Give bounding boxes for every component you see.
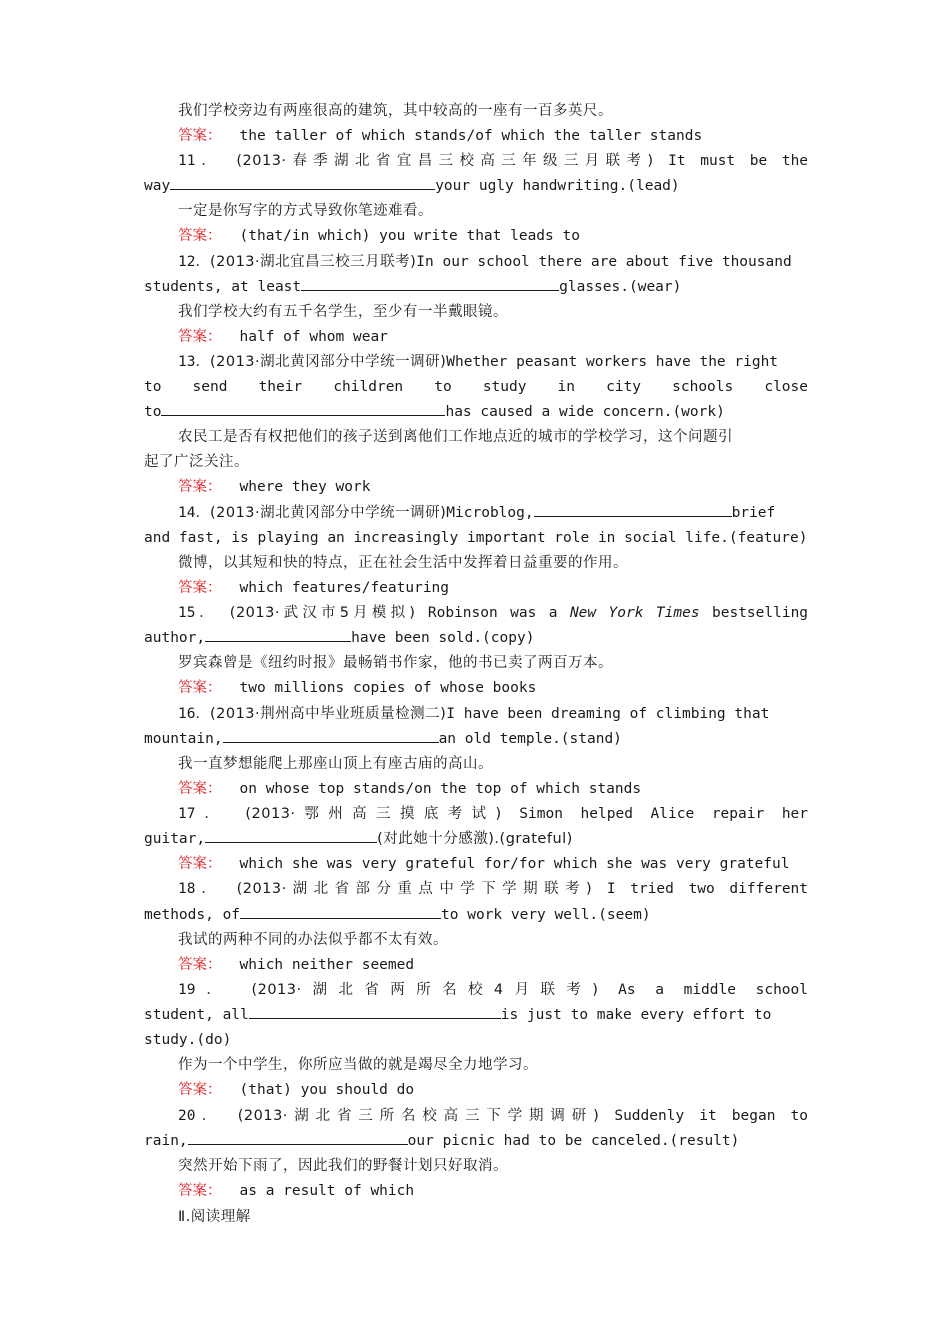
question-text: mountain, xyxy=(144,731,223,747)
question-number: 17． xyxy=(178,806,228,822)
question-source: (2013·荆州高中毕业班质量检测二) xyxy=(209,706,447,722)
fill-blank xyxy=(205,827,377,843)
fill-blank xyxy=(170,174,435,190)
answer-label: 答案： xyxy=(178,228,222,244)
question-number: 19． xyxy=(178,982,232,998)
question-source: (2013·湖北宜昌三校三月联考) xyxy=(209,254,417,270)
question-line xyxy=(178,802,808,827)
answer-text: (that) you should do xyxy=(239,1082,415,1098)
question-line xyxy=(144,400,808,425)
question-text: I tried two different xyxy=(606,881,808,897)
answer-line xyxy=(178,777,808,802)
answer-label: 答案： xyxy=(178,580,222,596)
answer-text: on whose top stands/on the top of which stands xyxy=(239,781,642,797)
question-text: I have been dreaming of climbing that xyxy=(446,706,770,722)
question-text: It must be the xyxy=(668,153,808,169)
question-source: (2013·湖北省部分重点中学下学期联考) xyxy=(236,881,593,897)
question-text: Robinson was a xyxy=(427,605,558,621)
question-text: In our school there are about five thousand xyxy=(416,254,792,270)
question-text: As a middle school xyxy=(618,982,808,998)
question-source: (2013·鄂州高三摸底考试) xyxy=(245,806,502,822)
question-number: 15． xyxy=(178,605,218,621)
question-text: an old temple.(stand) xyxy=(438,731,622,747)
question-line: to send their children to study in city schools close xyxy=(144,379,808,395)
question-text: rain, xyxy=(144,1133,188,1149)
answer-text: as a result of which xyxy=(239,1183,415,1199)
translation: 我们学校大约有五千名学生，至少有一半戴眼镜。 xyxy=(178,304,508,320)
question-text: Whether peasant workers have the right xyxy=(446,354,779,370)
question-line xyxy=(178,149,808,174)
question-line xyxy=(144,174,808,199)
question-number: 11． xyxy=(178,153,222,169)
answer-line xyxy=(178,676,808,701)
answer-line xyxy=(178,475,808,500)
section-heading: Ⅱ.阅读理解 xyxy=(178,1209,251,1225)
question-line xyxy=(178,702,808,727)
fill-blank xyxy=(161,400,445,416)
answer-line xyxy=(178,224,808,249)
question-line xyxy=(144,1129,808,1154)
question-text: Microblog, xyxy=(446,505,534,521)
answer-line xyxy=(178,325,808,350)
question-text: Simon helped Alice repair her xyxy=(519,806,808,822)
translation: 我一直梦想能爬上那座山顶上有座古庙的高山。 xyxy=(178,756,493,772)
translation: 农民工是否有权把他们的孩子送到离他们工作地点近的城市的学校学习，这个问题引 xyxy=(178,429,733,445)
italic-title: New York Times xyxy=(569,605,700,621)
fill-blank xyxy=(301,275,559,291)
question-line: study.(do) xyxy=(144,1032,232,1048)
question-line xyxy=(178,350,808,375)
question-text: brief xyxy=(731,505,776,521)
fill-blank xyxy=(249,1003,501,1019)
question-text: glasses.(wear) xyxy=(559,279,682,295)
question-text: is just to make every effort to xyxy=(500,1007,772,1023)
question-source: (2013·武汉市5月模拟) xyxy=(229,605,416,621)
answer-line xyxy=(178,1179,808,1204)
answer-label: 答案： xyxy=(178,128,222,144)
answer-line xyxy=(178,1078,808,1103)
answer-label: 答案： xyxy=(178,1082,222,1098)
fill-blank xyxy=(205,626,351,642)
question-text: your ugly handwriting.(lead) xyxy=(435,178,680,194)
answer-label: 答案： xyxy=(178,856,222,872)
answer-text: which neither seemed xyxy=(239,957,415,973)
question-text: to work very well.(seem) xyxy=(441,907,651,923)
question-number: 13． xyxy=(178,354,210,370)
question-line xyxy=(178,250,808,275)
translation: 我们学校旁边有两座很高的建筑，其中较高的一座有一百多英尺。 xyxy=(178,103,613,119)
answer-label: 答案： xyxy=(178,1183,222,1199)
question-number: 14． xyxy=(178,505,210,521)
answer-line xyxy=(178,576,808,601)
translation: 微博，以其短和快的特点，正在社会生活中发挥着日益重要的作用。 xyxy=(178,555,628,571)
answer-text: two millions copies of whose books xyxy=(239,680,537,696)
question-line xyxy=(178,978,808,1003)
question-text: guitar, xyxy=(144,831,206,847)
fill-blank xyxy=(534,501,732,517)
fill-blank xyxy=(240,903,441,919)
answer-label: 答案： xyxy=(178,680,222,696)
answer-text: (that/in which) you write that leads to xyxy=(239,228,580,244)
question-line xyxy=(178,1104,808,1129)
question-line xyxy=(144,1003,808,1028)
answer-text: half of whom wear xyxy=(239,329,388,345)
question-text: has caused a wide concern.(work) xyxy=(445,404,725,420)
translation: 我试的两种不同的办法似乎都不太有效。 xyxy=(178,932,448,948)
question-text: bestselling xyxy=(712,605,808,621)
question-line xyxy=(144,626,808,651)
answer-label: 答案： xyxy=(178,329,222,345)
translation: 起了广泛关注。 xyxy=(144,454,249,470)
question-text: (对此她十分感激).(grateful) xyxy=(377,831,573,847)
question-text: our picnic had to be canceled.(result) xyxy=(407,1133,740,1149)
answer-label: 答案： xyxy=(178,479,222,495)
question-line xyxy=(144,727,808,752)
question-line xyxy=(144,827,808,852)
translation: 罗宾森曾是《纽约时报》最畅销书作家，他的书已卖了两百万本。 xyxy=(178,655,613,671)
question-text: way xyxy=(144,178,171,194)
question-line xyxy=(178,501,808,526)
answer-text: the taller of which stands/of which the taller stands xyxy=(239,128,703,144)
fill-blank xyxy=(223,727,439,743)
question-text: methods, of xyxy=(144,907,241,923)
translation: 作为一个中学生，你所应当做的就是竭尽全力地学习。 xyxy=(178,1057,538,1073)
question-source: (2013·湖北黄冈部分中学统一调研) xyxy=(209,505,447,521)
question-source: (2013·春季湖北省宜昌三校高三年级三月联考) xyxy=(236,153,654,169)
question-number: 12． xyxy=(178,254,210,270)
question-number: 18． xyxy=(178,881,222,897)
question-line: and fast, is playing an increasingly important role in social life.(feature) xyxy=(144,530,808,546)
question-text: have been sold.(copy) xyxy=(351,630,535,646)
question-line xyxy=(178,601,808,626)
question-line xyxy=(178,877,808,902)
answer-text: where they work xyxy=(239,479,371,495)
question-source: (2013·湖北省两所名校4月联考) xyxy=(251,982,599,998)
question-number: 16． xyxy=(178,706,210,722)
question-text: author, xyxy=(144,630,206,646)
question-number: 20． xyxy=(178,1108,223,1124)
answer-text: which features/featuring xyxy=(239,580,450,596)
question-source: (2013·湖北省三所名校高三下学期调研) xyxy=(237,1108,600,1124)
question-line xyxy=(144,275,808,300)
answer-text: which she was very grateful for/for which she was very grateful xyxy=(239,856,790,872)
question-text: to xyxy=(144,404,162,420)
answer-line xyxy=(178,124,808,149)
question-text: Suddenly it began to xyxy=(614,1108,808,1124)
answer-line xyxy=(178,852,808,877)
question-line xyxy=(144,903,808,928)
translation: 一定是你写字的方式导致你笔迹难看。 xyxy=(178,203,433,219)
question-text: students, at least xyxy=(144,279,302,295)
answer-label: 答案： xyxy=(178,957,222,973)
question-source: (2013·湖北黄冈部分中学统一调研) xyxy=(209,354,447,370)
question-text: student, all xyxy=(144,1007,249,1023)
fill-blank xyxy=(188,1129,408,1145)
answer-line xyxy=(178,953,808,978)
answer-label: 答案： xyxy=(178,781,222,797)
translation: 突然开始下雨了，因此我们的野餐计划只好取消。 xyxy=(178,1158,508,1174)
